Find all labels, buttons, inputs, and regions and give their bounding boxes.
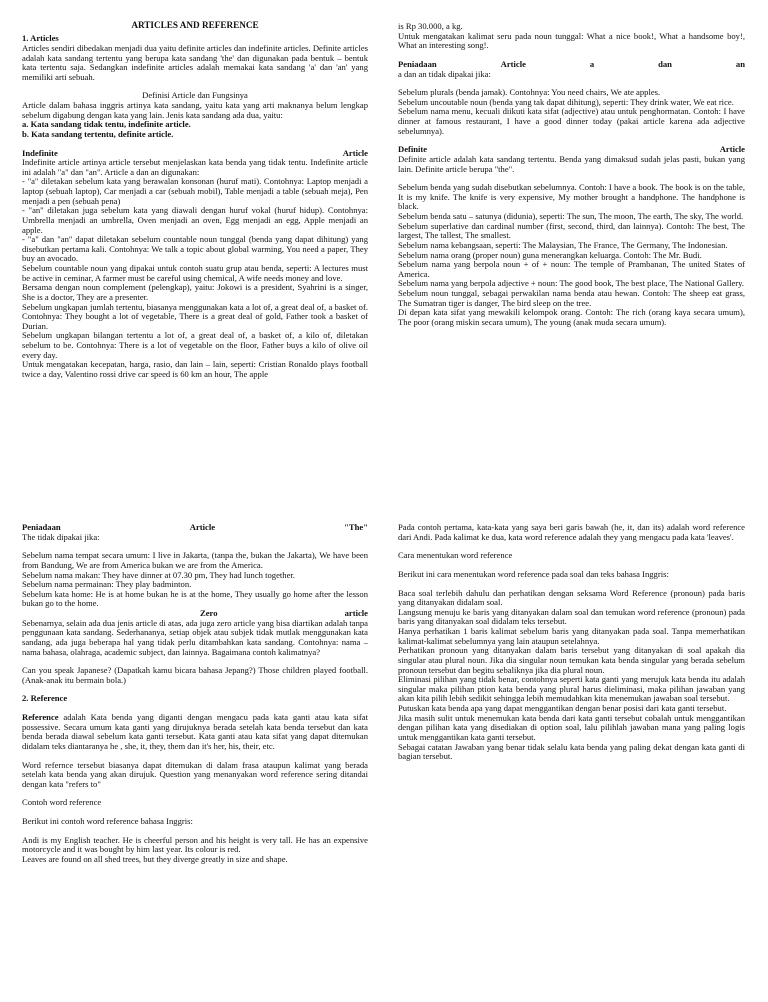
paragraph: Can you speak Japanese? (Dapatkah kamu bicara bahasa Jepang?) Those children played football. (Anak-anak itu bermain bola.) [22, 665, 368, 685]
paragraph: Sebelum nama yang berpola adjective + noun: The good book, The best place, The National Gallery. [398, 278, 745, 289]
paragraph: The tidak dipakai jika: [22, 531, 100, 542]
heading-word: Peniadaan [398, 58, 437, 69]
paragraph: Sebenarnya, selain ada dua jenis article di atas, ada juga zero article yang bisa diartikan adalah tanpa penggunaan kata sandang. Sederhananya, setiap objek atau subjek tidak mutlak menggunakan kata sandang, ada juga beberapa hal yang tidak perlu ditambahkan kata sandang. Contohnya: nama – nama bahasa, olahraga, academic subject, dan lainnya. Bagaimana contoh kalimatnya? [22, 617, 368, 657]
paragraph: Berikut ini contoh word reference bahasa Inggris: [22, 816, 193, 826]
paragraph: Sebagai catatan Jawaban yang benar tidak selalu kata benda yang paling dekat dengan kata ganti di bagian tersebut. [398, 741, 745, 762]
paragraph: Baca soal terlebih dahulu dan perhatikan dengan seksama Word Reference (pronoun) pada baris yang ditanyakan didalam soal. [398, 587, 745, 608]
paragraph: is Rp 30.000, a kg. [398, 22, 463, 31]
heading-right: article [344, 608, 368, 618]
paragraph: Sebelum superlative dan cardinal number (first, second, third, dan lainnya). Contoh: The best, The largest, The tallest, The smallest. [398, 220, 745, 241]
paragraph: Sebelum benda satu – satunya (didunia), seperti: The sun, The moon, The earth, The sky, The world. [398, 211, 744, 221]
page-bottom-right [398, 523, 745, 985]
page-top-left [22, 20, 368, 482]
paragraph: Definite article adalah kata sandang tertentu. Benda yang dimaksud sudah jelas pasti, bukan yang lain. Definite article berupa "the". [398, 153, 745, 174]
paragraph: - "an" diletakan juga sebelum kata yang diawali dengan huruf vokal (huruf hidup). Contohnya: Umbrella menjadi an umbrella, Oven menjadi an oven, Egg menjadi an egg, Apple menjadi an apple. [22, 205, 368, 235]
paragraph: Eliminasi pilihan yang tidak benar, contohnya seperti kata ganti yang merujuk kata benda itu adalah singular maka pilihan ption kata benda yang plural harus dieliminasi, maka pilihan jawaban yang akan kita pilih lebih sedikit sehingga lebih memudahkan kita menemukan jawaban soal tersebut. [398, 674, 745, 704]
paragraph [22, 713, 368, 752]
paragraph: Jika masih sulit untuk menemukan kata benda dari kata ganti tersebut cobalah untuk menggantikan dengan pilihan kata yang disediakan di option soal, lalu pilihlah jawaban mana yang paling logis untuk menggantikan kata ganti tersebut. [398, 712, 745, 742]
heading-left: Definite [398, 144, 428, 155]
paragraph: Indefinite article artinya article tersebut menjelaskan kata benda yang tidak tentu. Indefinite article ini adalah "a" dan "an". Article a dan an digunakan: [22, 157, 368, 177]
paragraph: Sebelum ungkapan bilangan tertentu a lot of, a great deal of, a basket of, a kilo of, diletakan sebelum to be. Contohnya: There is a lot of vegetable on the floor, Father buys a kilo of olive oil every day. [22, 330, 368, 360]
paragraph: Sebelum uncoutable noun (benda yang tak dapat dihitung), seperti: They drink water, We eat rice. [398, 96, 734, 107]
paragraph: Article dalam bahasa inggris artinya kata sandang, yaitu kata yang arti maknanya belum lengkap sebelum digabung dengan kata yang lain. Jenis kata sandang ada dua, yaitu: [22, 100, 368, 120]
paragraph: Sebelum nama permainan: They play badminton. [22, 579, 192, 590]
paragraph: Contoh word reference [22, 797, 102, 808]
heading-word: dan [658, 58, 672, 69]
paragraph: Cara menentukan word reference [398, 550, 513, 561]
paragraph: Andi is my English teacher. He is cheerful person and his height is very tall. He has an expensive motorcycle and it was bought by him last year. Its colour is red. [22, 834, 368, 855]
paragraph: Articles sendiri dibedakan menjadi dua yaitu definite articles dan indefinite articles. Definite articles adalah kata sandang tertentu yang berupa kata sandang 'the' dan digunakan pada bentuk – bentuk kata tertentu saja. Sedangkan indefinite articles adalah memakai kata sandang 'a' dan 'an' yang memiliki arti sebuah. [22, 42, 368, 82]
heading-left: Indefinite [22, 147, 58, 158]
section-heading-articles: 1. Articles [22, 33, 59, 44]
paragraph: Untuk mengatakan kecepatan, harga, rasio, dan lain – lain, seperti: Cristian Ronaldo plays football twice a day, Valentino rossi drive car speed is 60 km an hour, The apple [22, 359, 368, 379]
paragraph: Sebelum countable noun yang dipakai untuk contoh suatu grup atau benda, seperti: A lectures must be active in ceminar, A farmer must be careful using chemical, A wife needs money and love. [22, 263, 368, 283]
heading-word: Peniadaan [22, 523, 61, 532]
paragraph: Pada contoh pertama, kata-kata yang saya beri garis bawah (he, it, dan its) adalah word reference dari Andi. Pada kalimat ke dua, kata word reference adalah they yang mengacu pada kata 'leaves'. [398, 523, 745, 542]
document-title: ARTICLES AND REFERENCE [131, 20, 259, 30]
list-item-b: b. Kata sandang tertentu, definite article. [22, 128, 174, 139]
paragraph-text: adalah Kata benda yang diganti dengan mengacu pada kata ganti atau kata sifat possessive. Secara umum kata ganti yang dirujuknya berada setelah kata benda tersebut dan kata benda berada diawal sebelum kata ganti tersebut. Kata ganti atau kata sifat yang dapat ditemukan didalam teks diantaranya he , she, it, they, them dan it's her, his, their, etc. [22, 712, 368, 751]
paragraph: Sebelum nama kebangsaan, seperti: The Malaysian, The France, The Germany, The Indonesian. [398, 239, 728, 250]
paragraph: - "a" diletakan sebelum kata yang berawalan konsonan (huruf mati). Contohnya: Laptop menjadi a laptop (sebuah laptop), Car menjadi a car (sebuah mobil), Table menjadi a table (sebuah meja), Pen menjadi a pen (sebuah pena) [22, 176, 368, 206]
paragraph: a dan an tidak dipakai jika: [398, 68, 491, 79]
term-reference: Reference [22, 712, 59, 722]
paragraph: Sebelum nama yang berpola noun + of + noun: The temple of Prambanan, The united States of America. [398, 259, 745, 279]
heading-right: Article [719, 144, 745, 155]
paragraph: Di depan kata sifat yang mewakili kelompok orang. Contoh: The rich (orang kaya secara umum), The poor (orang miskin secara umum), The young (anak muda secara umum). [398, 307, 745, 327]
paragraph: Sebelum ungkapan jumlah tertentu, biasanya menggunakan kata a lot of, a great deal of, a basket of. Contohnya: They bought a lot of vegetable, There is a great deal of gold, Father took a basket of Durian. [22, 301, 368, 331]
paragraph: Sebelum noun tunggal, sebagai perwakilan nama benda atau hewan. Contoh: The sheep eat grass, The Sumatran tiger is danger, The bird sleep on the tree. [398, 288, 745, 308]
paragraph: Langsung menuju ke baris yang ditanyakan dalam soal dan temukan word reference (pronoun) pada baris yang ditanyakan soal didalam teks tersebut. [398, 606, 745, 627]
paragraph: Sebelum nama orang (proper noun) guna menerangkan keluarga. Contoh: The Mr. Budi. [398, 249, 702, 260]
subheading-definisi: Definisi Article dan Fungsinya [142, 90, 248, 101]
page-bottom-left [22, 523, 368, 985]
heading-word: "The" [344, 523, 368, 532]
paragraph: Word refernce tersebut biasanya dapat ditemukan di dalam frasa ataupun kalimat yang berada setelah kata benda yang akan dirujuk. Question yang menanyakan word reference sering ditandai dengan kata "refers to" [22, 759, 368, 789]
paragraph: Sebelum nama tempat secara umum: I live in Jakarta, (tanpa the, bukan the Jakarta), We have been from Bandung, We are from America bukan we are from the America. [22, 550, 368, 570]
paragraph: Sebelum nama makan: They have dinner at 07.30 pm, They had lunch together. [22, 569, 295, 580]
heading-word: an [735, 58, 745, 69]
heading-word: Article [189, 523, 216, 532]
heading-word: Article [500, 58, 526, 69]
paragraph: Sebelum kata home: He is at home bukan he is at the home, They usually go home after the lesson bukan go to the home. [22, 588, 368, 609]
paragraph: Untuk mengatakan kalimat seru pada noun tunggal: What a nice book!, What a handsome boy!, What an interesting song!. [398, 30, 745, 51]
paragraph: Sebelum plurals (benda jamak). Contohnya: You need chairs, We ate apples. [398, 87, 661, 98]
paragraph: Leaves are found on all shed trees, but they diverge greatly in size and shape. [22, 853, 288, 864]
page-top-right [398, 22, 745, 482]
section-heading-reference: 2. Reference [22, 693, 68, 704]
paragraph: Bersama dengan noun complement (pelengkap), yaitu: Jokowi is a president, Syahrini is a singer, She is a doctor, They are a presenter. [22, 282, 368, 302]
paragraph: Sebelum nama menu, kecuali diikuti kata sifat (adjective) atau untuk penghormatan. Contoh: I have dinner at famous restaurant, I have a good dinner today (pakai article karena ada adjective sebelumnya). [398, 106, 745, 136]
paragraph: Putuskan kata benda apa yang dapat menggantikan dengan benar posisi dari kata ganti tersebut. [398, 703, 727, 713]
paragraph: Hanya perhatikan 1 baris kalimat sebelum baris yang ditanyakan pada soal. Tanpa memerhatikan kalimat-kalimat sebelumnya yang lain ataupun setelahnya. [398, 626, 745, 646]
paragraph: Berikut ini cara menentukan word reference pada soal dan teks bahasa Inggris: [398, 568, 669, 579]
paragraph: - "a" dan "an" dapat diletakan sebelum countable noun tunggal (benda yang dapat dihitung) yang disebutkan pertama kali. Contohnya: We talk a topic about global warming, You need a paper, They buy an avocado. [22, 234, 368, 264]
heading-word: a [589, 58, 595, 69]
heading-left: Zero [200, 608, 218, 618]
paragraph: Sebelum benda yang sudah disebutkan sebelumnya. Contoh: I have a book. The book is on the table, It is my knife. The knife is very expensive, My mother brought a handphone. The handphone is black. [398, 182, 745, 212]
heading-right: Article [342, 147, 368, 158]
paragraph: Perhatikan pronoun yang ditanyakan dalam baris tersebut yang ditanyakan di soal apakah dia singular atau plural noun. Jika dia singular noun temukan kata benda singular yang berada sebelum pronoun tersebut dan begitu sebaliknya jika dia plural noun. [398, 645, 745, 675]
list-item-a: a. Kata sandang tidak tentu, indefinite article. [22, 119, 191, 130]
